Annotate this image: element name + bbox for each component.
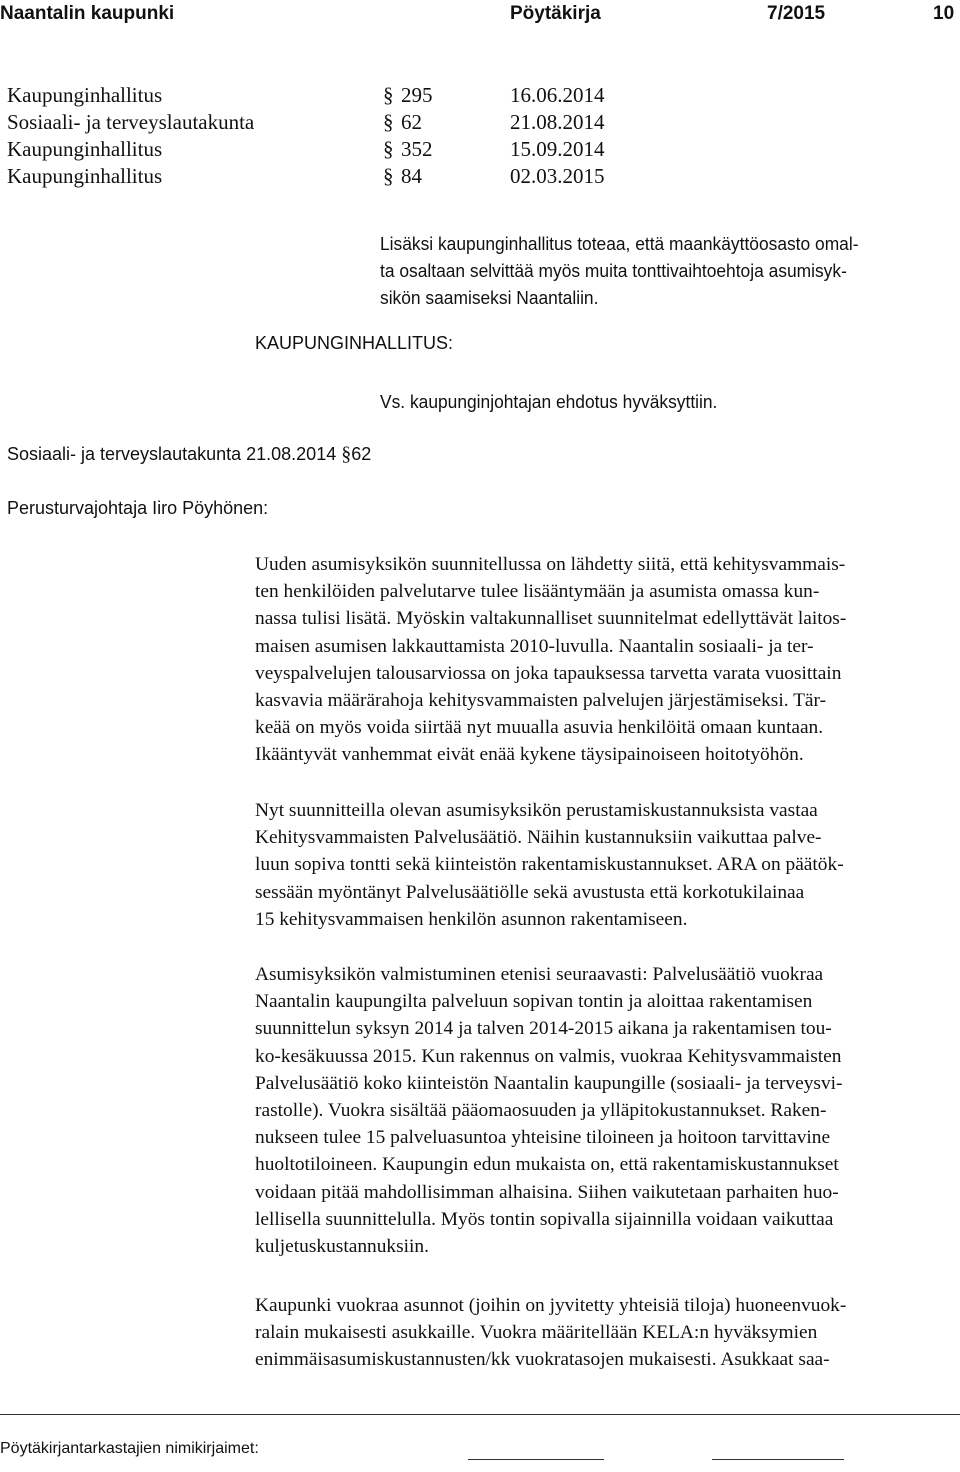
text-line: kuljetuskustannuksiin. xyxy=(255,1236,429,1258)
text-line: Uuden asumisyksikön suunnitellussa on lähdetty siitä, että kehitysvammais- xyxy=(255,554,846,575)
paragraph-1 xyxy=(255,551,846,769)
header-doc-type: Pöytäkirja xyxy=(510,3,601,24)
section-sign: § xyxy=(341,443,352,465)
text-line: Asumisyksikön valmistuminen etenisi seuraavasti: Palvelusäätiö vuokraa xyxy=(255,964,824,985)
history-body-4: Kaupunginhallitus xyxy=(7,164,163,188)
text-line: sessään myöntänyt Palvelusäätiölle sekä avustusta että korkotukilainaa xyxy=(255,881,805,903)
footer-initials-label: Pöytäkirjantarkastajien nimikirjaimet: xyxy=(0,1440,259,1457)
text-line: Kehitysvammaisten Palvelusäätiö. Näihin kustannuksiin vaikuttaa palve- xyxy=(255,827,822,849)
initials-line-1 xyxy=(468,1459,604,1460)
text-line: maisen asumisen lakkauttamista 2010-luvulla. Naantalin sosiaali- ja ter- xyxy=(255,635,814,657)
presenter-label: Perusturvajohtaja Iiro Pöyhönen: xyxy=(7,498,269,518)
text-line: kasvavia määrärahoja kehitysvammaisten palvelujen järjestämiseksi. Tär- xyxy=(255,690,827,712)
text-line: suunnittelun syksyn 2014 ja talven 2014-2015 aikana ja rakentamisen tou- xyxy=(255,1018,832,1040)
paragraph-3 xyxy=(255,961,843,1260)
text-line: lellisella suunnittelulla. Myös tontin sopivalla sijainnilla voidaan vaikuttaa xyxy=(255,1208,834,1230)
history-body-3: Kaupunginhallitus xyxy=(7,137,163,161)
footer-divider xyxy=(0,1414,960,1415)
paragraph-4 xyxy=(255,1292,846,1374)
board-label-text: Sosiaali- ja terveyslautakunta 21.08.2014 xyxy=(7,444,337,464)
text-line: Ikääntyvät vanhemmat eivät enää kykene täysipainoiseen hoitotyöhön. xyxy=(255,744,804,766)
history-date-3: 15.09.2014 xyxy=(510,137,605,161)
text-line: enimmäisasumiskustannusten/kk vuokratasojen mukaisesti. Asukkaat saa- xyxy=(255,1349,830,1371)
history-body-2: Sosiaali- ja terveyslautakunta xyxy=(7,110,255,134)
history-num-1: 295 xyxy=(401,83,433,107)
history-body-1: Kaupunginhallitus xyxy=(7,83,163,107)
text-line: keää on myös voida siirtää nyt muualla asuvia henkilöitä omaan kuntaan. xyxy=(255,717,824,739)
header-page-number: 10 xyxy=(933,3,955,24)
text-line: sikön saamiseksi Naantaliin. xyxy=(380,287,599,308)
paragraph-2 xyxy=(255,797,844,933)
text-line: voidaan pitää mahdollisimman alhaisina. Siihen vaikutetaan parhaiten huo- xyxy=(255,1181,839,1203)
history-date-1: 16.06.2014 xyxy=(510,83,605,107)
kh-label: KAUPUNGINHALLITUS: xyxy=(255,333,454,353)
text-line: Palvelusäätiö koko kiinteistön Naantalin kaupungille (sosiaali- ja terveysvi- xyxy=(255,1072,843,1094)
section-sign: § xyxy=(383,83,394,107)
text-line: ko-kesäkuussa 2015. Kun rakennus on valmis, vuokraa Kehitysvammaisten xyxy=(255,1045,842,1067)
text-line: 15 kehitysvammaisen henkilön asunnon rakentamiseen. xyxy=(255,908,688,930)
text-line: ta osaltaan selvittää myös muita tonttivaihtoehtoja asumisyk- xyxy=(380,260,847,281)
history-num-3: 352 xyxy=(401,137,433,161)
history-num-4: 84 xyxy=(401,164,422,188)
text-line: veyspalvelujen talousarviossa on joka tapauksessa tarvetta varata vuosittain xyxy=(255,662,842,684)
text-line: nukseen tulee 15 palveluasuntoa yhteisine tiloineen ja hoitoon tarvittavine xyxy=(255,1127,831,1149)
initials-line-2 xyxy=(712,1459,844,1460)
text-line: rastolle). Vuokra sisältää pääomaosuuden ja ylläpitokustannukset. Raken- xyxy=(255,1100,827,1122)
section-sign: § xyxy=(383,137,394,161)
text-line: Naantalin kaupungilta palveluun sopivan tontin ja aloittaa rakentamisen xyxy=(255,991,813,1013)
text-line: huoltotiloineen. Kaupungin edun mukaista on, että rakentamiskustannukset xyxy=(255,1154,839,1176)
history-date-4: 02.03.2015 xyxy=(510,164,605,188)
header-org: Naantalin kaupunki xyxy=(0,3,175,24)
text-line: Lisäksi kaupunginhallitus toteaa, että maankäyttöosasto omal- xyxy=(380,233,859,254)
text-line: Nyt suunnitteilla olevan asumisyksikön perustamiskustannuksista vastaa xyxy=(255,800,818,821)
history-num-2: 62 xyxy=(401,110,422,134)
text-line: ralain mukaisesti asukkaille. Vuokra määritellään KELA:n hyväksymien xyxy=(255,1322,818,1344)
text-line: Kaupunki vuokraa asunnot (joihin on jyvitetty yhteisiä tiloja) huoneenvuok- xyxy=(255,1295,847,1316)
board-label xyxy=(7,443,371,466)
kh-decision xyxy=(380,388,717,415)
kh-addition-paragraph xyxy=(380,230,859,311)
text-line: ten henkilöiden palvelutarve tulee lisääntymään ja asumista omassa kun- xyxy=(255,581,820,603)
text-line: Vs. kaupunginjohtajan ehdotus hyväksyttiin. xyxy=(380,391,718,412)
section-sign: § xyxy=(383,164,394,188)
text-line: luun sopiva tontti sekä kiinteistön rakentamiskustannukset. ARA on päätök- xyxy=(255,854,844,876)
section-sign: § xyxy=(383,110,394,134)
text-line: nassa tulisi lisätä. Myöskin valtakunnalliset suunnitelmat edellyttävät laitos- xyxy=(255,608,847,630)
header-doc-number: 7/2015 xyxy=(767,3,826,24)
board-label-num: 62 xyxy=(351,444,372,464)
history-date-2: 21.08.2014 xyxy=(510,110,605,134)
